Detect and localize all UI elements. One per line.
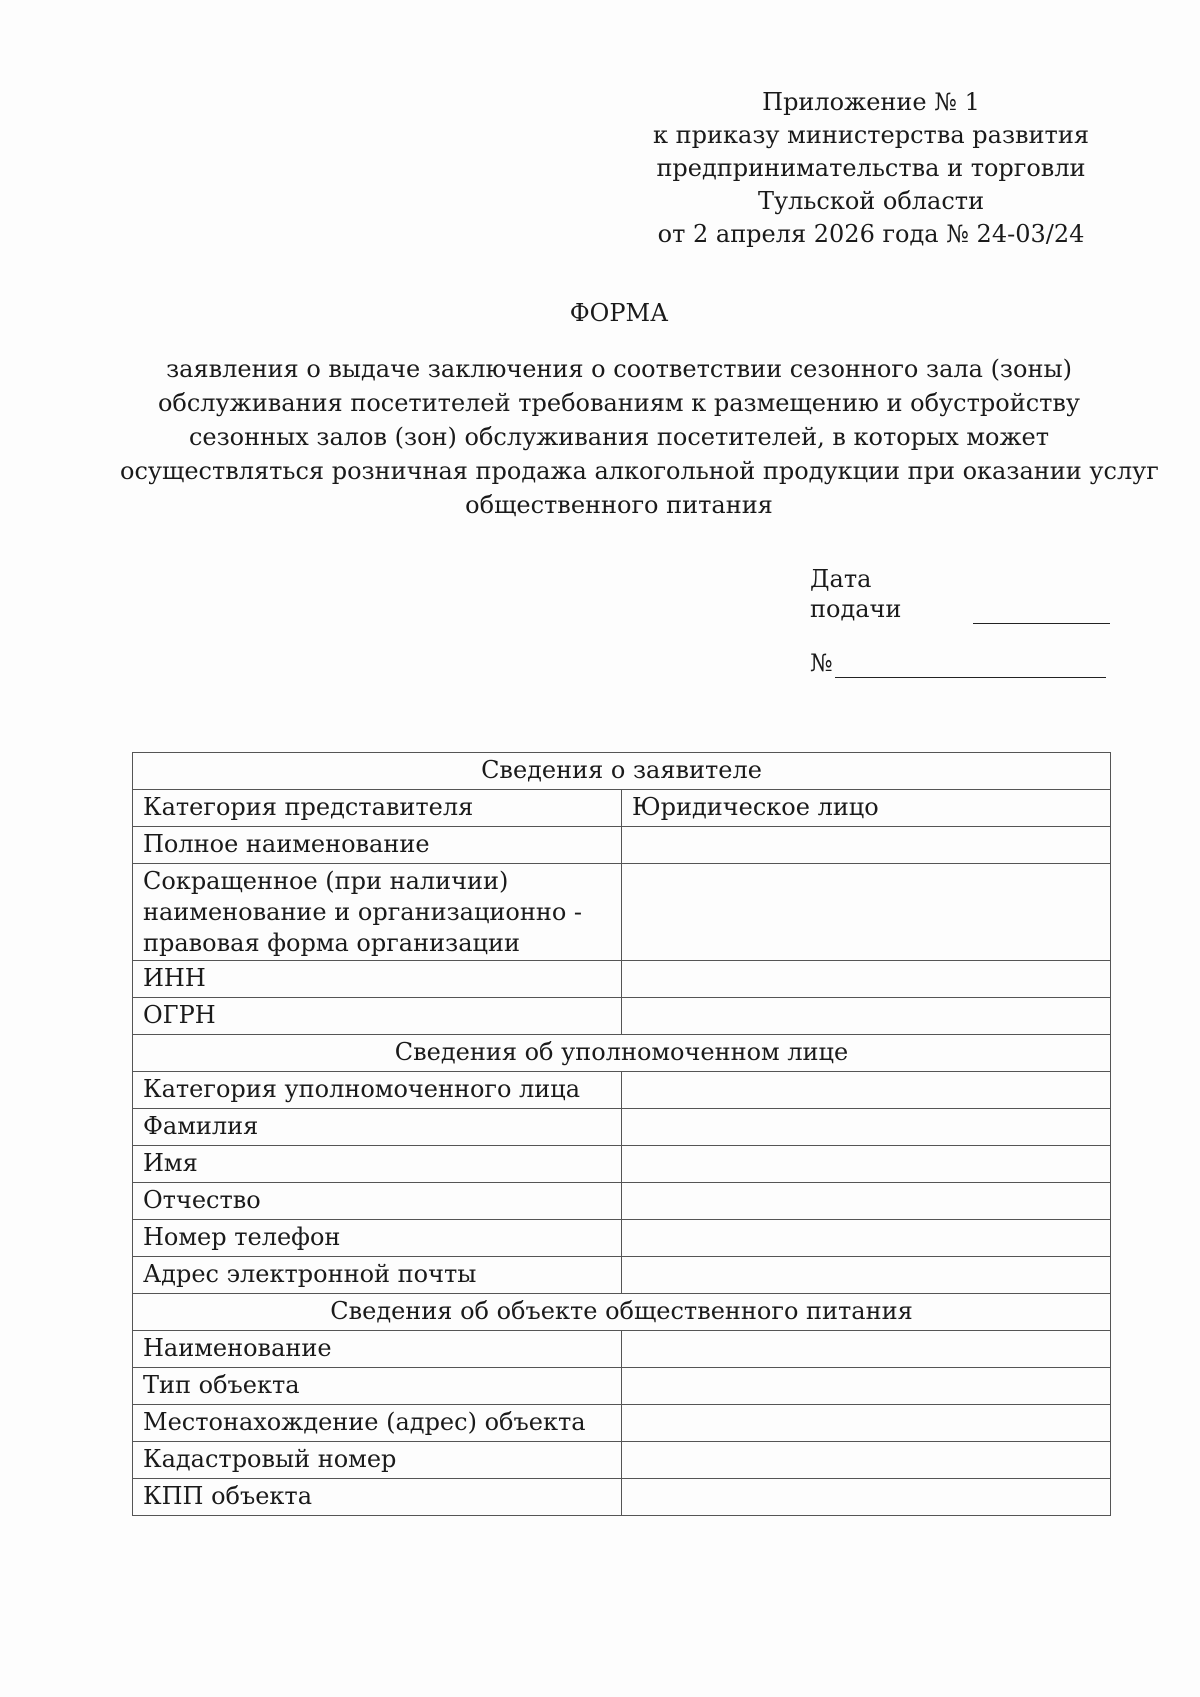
appendix-line: от 2 апреля 2026 года № 24-03/24	[657, 220, 1085, 248]
field-label: Местонахождение (адрес) объекта	[133, 1405, 622, 1442]
field-label: Сокращенное (при наличии) наименование и организационно - правовая форма организации	[133, 864, 622, 961]
applicant-table	[132, 752, 1111, 1516]
submission-date-label: Дата подачи	[810, 565, 902, 623]
subtitle-line: сезонных залов (зон) обслуживания посетителей, в которых может	[188, 423, 1050, 451]
field-value[interactable]	[622, 1109, 1111, 1146]
field-value[interactable]	[622, 1146, 1111, 1183]
section-title: Сведения об объекте общественного питания	[133, 1294, 1111, 1331]
appendix-header	[600, 86, 1142, 251]
table-row	[133, 1072, 1111, 1109]
submission-number-field[interactable]	[835, 653, 1106, 678]
section-header-row	[133, 1294, 1111, 1331]
field-label: Полное наименование	[133, 827, 622, 864]
table-row	[133, 998, 1111, 1035]
table-row	[133, 1109, 1111, 1146]
table-row	[133, 1220, 1111, 1257]
field-label: КПП объекта	[133, 1479, 622, 1516]
field-label: Категория уполномоченного лица	[133, 1072, 622, 1109]
section-title: Сведения о заявителе	[133, 753, 1111, 790]
field-label: ОГРН	[133, 998, 622, 1035]
section-header-row	[133, 1035, 1111, 1072]
field-value[interactable]	[622, 1183, 1111, 1220]
section-header-row	[133, 753, 1111, 790]
table-row	[133, 1405, 1111, 1442]
submission-number-row	[810, 648, 1110, 678]
table-row	[133, 1442, 1111, 1479]
form-subtitle	[120, 352, 1159, 522]
table-row	[133, 961, 1111, 998]
field-value[interactable]	[622, 1479, 1111, 1516]
field-value[interactable]	[622, 1331, 1111, 1368]
appendix-line: Приложение № 1	[762, 88, 980, 116]
field-value[interactable]	[622, 998, 1111, 1035]
field-value[interactable]	[622, 961, 1111, 998]
field-value[interactable]	[622, 1442, 1111, 1479]
form-title: ФОРМА	[569, 299, 669, 327]
field-label: Номер телефон	[133, 1220, 622, 1257]
field-value[interactable]	[622, 1257, 1111, 1294]
field-value[interactable]	[622, 1405, 1111, 1442]
field-value[interactable]	[622, 1072, 1111, 1109]
field-label: Фамилия	[133, 1109, 622, 1146]
field-value[interactable]	[622, 827, 1111, 864]
field-value[interactable]: Юридическое лицо	[622, 790, 1111, 827]
table-row	[133, 1368, 1111, 1405]
field-value[interactable]	[622, 1220, 1111, 1257]
field-value[interactable]	[622, 864, 1111, 961]
submission-date-row	[810, 565, 1110, 624]
subtitle-line: обслуживания посетителей требованиям к размещению и обустройству	[157, 389, 1081, 417]
submission-block	[810, 565, 1110, 702]
field-label: Кадастровый номер	[133, 1442, 622, 1479]
subtitle-line: заявления о выдаче заключения о соответствии сезонного зала (зоны)	[166, 355, 1072, 383]
appendix-line: предпринимательства и торговли	[656, 154, 1086, 182]
appendix-line: к приказу министерства развития	[653, 121, 1089, 149]
table-row	[133, 790, 1111, 827]
field-label: Имя	[133, 1146, 622, 1183]
subtitle-line: осуществляться розничная продажа алкогольной продукции при оказании услуг	[120, 457, 1159, 485]
section-title: Сведения об уполномоченном лице	[133, 1035, 1111, 1072]
submission-number-label: №	[810, 649, 833, 677]
table-row	[133, 1257, 1111, 1294]
submission-date-field[interactable]	[973, 599, 1110, 624]
field-label: Наименование	[133, 1331, 622, 1368]
table-row	[133, 1146, 1111, 1183]
table-row	[133, 827, 1111, 864]
subtitle-line: общественного питания	[465, 491, 773, 519]
table-row	[133, 1479, 1111, 1516]
field-label: Отчество	[133, 1183, 622, 1220]
appendix-line: Тульской области	[757, 187, 985, 215]
field-label: Категория представителя	[133, 790, 622, 827]
field-label: Адрес электронной почты	[133, 1257, 622, 1294]
table-row	[133, 864, 1111, 961]
field-label: Тип объекта	[133, 1368, 622, 1405]
table-row	[133, 1183, 1111, 1220]
table-row	[133, 1331, 1111, 1368]
field-value[interactable]	[622, 1368, 1111, 1405]
field-label: ИНН	[133, 961, 622, 998]
